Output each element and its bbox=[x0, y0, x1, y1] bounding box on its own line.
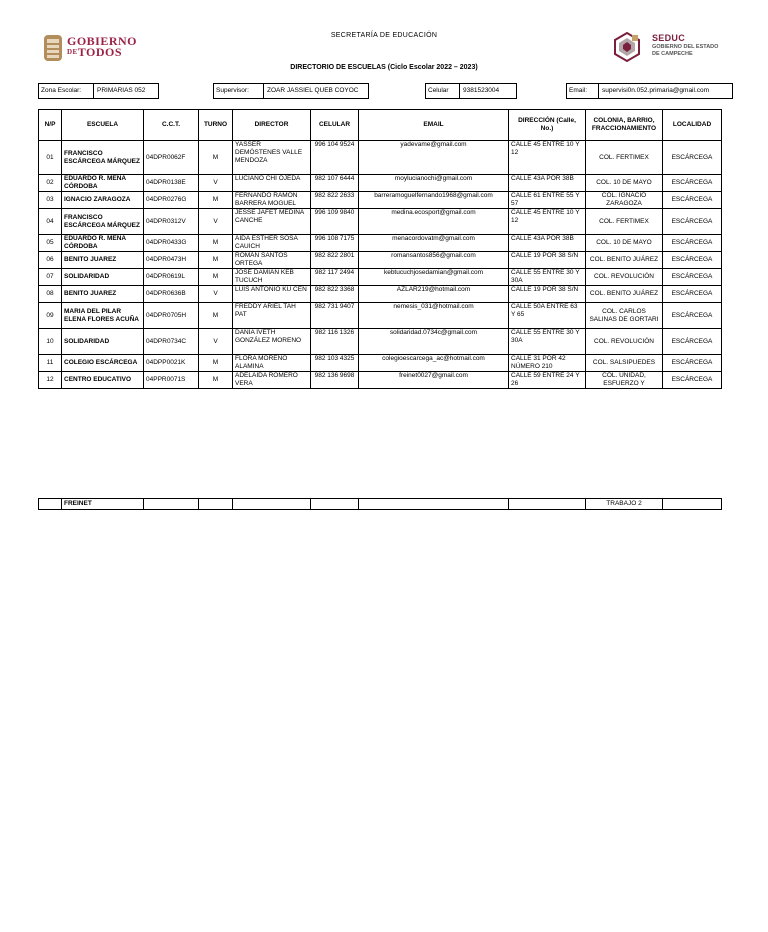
cell-turno: M bbox=[199, 355, 233, 372]
cell-email: colegioescarcega_ac@hotmail.com bbox=[359, 355, 509, 372]
cell-director: LUCIANO CHI OJEDA bbox=[233, 175, 311, 192]
cell-np: 06 bbox=[39, 252, 62, 269]
table-row bbox=[39, 175, 722, 192]
cell-localidad: ESCÁRCEGA bbox=[663, 209, 722, 235]
cell-turno: M bbox=[199, 141, 233, 175]
table-row bbox=[39, 286, 722, 303]
cell-celular: 982 822 2633 bbox=[311, 192, 359, 209]
footer-row bbox=[39, 499, 722, 510]
footer-cell bbox=[509, 499, 586, 510]
logo-gobierno-text: GOBIERNO bbox=[67, 34, 138, 48]
cell-director: FERNANDO RAMÓN BARRERA MOGUEL bbox=[233, 192, 311, 209]
cell-direccion: CALLE 55 ENTRE 30 Y 30A bbox=[509, 269, 586, 286]
header-cct: C.C.T. bbox=[144, 110, 199, 141]
cell-np: 03 bbox=[39, 192, 62, 209]
cell-celular: 996 109 9840 bbox=[311, 209, 359, 235]
cell-turno: V bbox=[199, 209, 233, 235]
table-row bbox=[39, 372, 722, 389]
cell-colonia: COL. REVOLUCIÓN bbox=[586, 269, 663, 286]
cell-email: medina.ecosport@gmail.com bbox=[359, 209, 509, 235]
cell-director: AIDA ESTHER SOSA CAUICH bbox=[233, 235, 311, 252]
cell-colonia: COL. UNIDAD, ESFUERZO Y bbox=[586, 372, 663, 389]
celular-box bbox=[425, 83, 517, 99]
footer-continuation-table bbox=[38, 498, 722, 510]
cell-email: barreramoguelfernando1968@gmail.com bbox=[359, 192, 509, 209]
cell-turno: V bbox=[199, 329, 233, 355]
cell-escuela: SOLIDARIDAD bbox=[62, 269, 144, 286]
cell-colonia: COL. BENITO JUÁREZ bbox=[586, 286, 663, 303]
email-value: supervisi0n.052.primaria@gmail.com bbox=[598, 84, 709, 98]
cell-np: 04 bbox=[39, 209, 62, 235]
cell-localidad: ESCÁRCEGA bbox=[663, 175, 722, 192]
cell-escuela: EDUARDO R. MENA CÓRDOBA bbox=[62, 175, 144, 192]
cell-cct: 04DPR0636B bbox=[144, 286, 199, 303]
footer-cell bbox=[39, 499, 62, 510]
supervisor-value: ZOAR JASSIEL QUEB COYOC bbox=[263, 84, 359, 98]
footer-cell bbox=[144, 499, 199, 510]
table-row bbox=[39, 235, 722, 252]
table-row bbox=[39, 269, 722, 286]
directorio-title: DIRECTORIO DE ESCUELAS (Ciclo Escolar 2022 – 2023) bbox=[290, 64, 478, 71]
cell-np: 01 bbox=[39, 141, 62, 175]
footer-escuela-cell: FREINET bbox=[62, 499, 144, 510]
cell-localidad: ESCÁRCEGA bbox=[663, 303, 722, 329]
cell-escuela: CENTRO EDUCATIVO bbox=[62, 372, 144, 389]
cell-localidad: ESCÁRCEGA bbox=[663, 252, 722, 269]
footer-cell bbox=[233, 499, 311, 510]
cell-direccion: CALLE 45 ENTRE 10 Y 12 bbox=[509, 209, 586, 235]
cell-celular: 982 731 9407 bbox=[311, 303, 359, 329]
cell-director: YASSER DEMÓSTENES VALLE MENDOZA bbox=[233, 141, 311, 175]
cell-np: 09 bbox=[39, 303, 62, 329]
cell-email: freinet0027@gmail.com bbox=[359, 372, 509, 389]
cell-turno: V bbox=[199, 175, 233, 192]
celular-label: Celular bbox=[428, 87, 449, 94]
celular-value: 9381523004 bbox=[459, 84, 499, 98]
cell-director: LUIS ANTONIO KU CEN bbox=[233, 286, 311, 303]
cell-celular: 996 108 7175 bbox=[311, 235, 359, 252]
seduc-emblem-icon bbox=[612, 32, 642, 62]
table-row bbox=[39, 252, 722, 269]
cell-np: 10 bbox=[39, 329, 62, 355]
cell-escuela: MARIA DEL PILAR ELENA FLORES ACUÑA bbox=[62, 303, 144, 329]
cell-celular: 982 136 9698 bbox=[311, 372, 359, 389]
cell-localidad: ESCÁRCEGA bbox=[663, 192, 722, 209]
cell-localidad: ESCÁRCEGA bbox=[663, 372, 722, 389]
cell-email: AZLAR219@hotmail.com bbox=[359, 286, 509, 303]
cell-cct: 04PPR0071S bbox=[144, 372, 199, 389]
cell-colonia: COL. CARLOS SALINAS DE GORTARI bbox=[586, 303, 663, 329]
cell-colonia: COL. REVOLUCIÓN bbox=[586, 329, 663, 355]
logo-de-text: DE bbox=[67, 48, 78, 56]
footer-cell bbox=[311, 499, 359, 510]
header-direccion: DIRECCIÓN (Calle, No.) bbox=[509, 110, 586, 141]
cell-cct: 04DPR0473H bbox=[144, 252, 199, 269]
cell-colonia: COL. 10 DE MAYO bbox=[586, 235, 663, 252]
cell-director: ROMÁN SANTOS ORTEGA bbox=[233, 252, 311, 269]
cell-email: moylucianochi@gmail.com bbox=[359, 175, 509, 192]
cell-localidad: ESCÁRCEGA bbox=[663, 269, 722, 286]
cell-colonia: COL. IGNACIO ZARAGOZA bbox=[586, 192, 663, 209]
cell-colonia: COL. FERTIMEX bbox=[586, 209, 663, 235]
cell-cct: 04DPR0619L bbox=[144, 269, 199, 286]
cell-escuela: EDUARDO R. MENA CÓRDOBA bbox=[62, 235, 144, 252]
table-row bbox=[39, 329, 722, 355]
cell-celular: 982 822 3368 bbox=[311, 286, 359, 303]
supervisor-box bbox=[213, 83, 369, 99]
cell-np: 12 bbox=[39, 372, 62, 389]
table-row bbox=[39, 141, 722, 175]
cell-celular: 982 107 6444 bbox=[311, 175, 359, 192]
cell-escuela: COLEGIO ESCÁRCEGA bbox=[62, 355, 144, 372]
cell-turno: M bbox=[199, 303, 233, 329]
cell-cct: 04DPR0312V bbox=[144, 209, 199, 235]
cell-localidad: ESCÁRCEGA bbox=[663, 329, 722, 355]
cell-celular: 982 117 2494 bbox=[311, 269, 359, 286]
header-turno: TURNO bbox=[199, 110, 233, 141]
zona-escolar-box bbox=[38, 83, 159, 99]
cell-escuela: IGNACIO ZARAGOZA bbox=[62, 192, 144, 209]
logo-todos-text: TODOS bbox=[77, 45, 123, 59]
table-row bbox=[39, 303, 722, 329]
cell-direccion: CALLE 61 ENTRE 55 Y 57 bbox=[509, 192, 586, 209]
cell-escuela: FRANCISCO ESCÁRCEGA MÁRQUEZ bbox=[62, 141, 144, 175]
header-localidad: LOCALIDAD bbox=[663, 110, 722, 141]
cell-turno: V bbox=[199, 286, 233, 303]
cell-np: 05 bbox=[39, 235, 62, 252]
cell-colonia: COL. 10 DE MAYO bbox=[586, 175, 663, 192]
cell-localidad: ESCÁRCEGA bbox=[663, 286, 722, 303]
cell-direccion: CALLE 55 ENTRE 30 Y 30A bbox=[509, 329, 586, 355]
cell-turno: M bbox=[199, 372, 233, 389]
cell-director: FLORA MORENO ALAMINA bbox=[233, 355, 311, 372]
cell-email: nemesis_031@hotmail.com bbox=[359, 303, 509, 329]
cell-director: FREDDY ARIEL TAH PAT bbox=[233, 303, 311, 329]
cell-direccion: CALLE 31 POR 42 NÚMERO 210 bbox=[509, 355, 586, 372]
footer-cell bbox=[663, 499, 722, 510]
cell-turno: M bbox=[199, 252, 233, 269]
cell-np: 02 bbox=[39, 175, 62, 192]
cell-colonia: COL. BENITO JUÁREZ bbox=[586, 252, 663, 269]
cell-turno: M bbox=[199, 235, 233, 252]
cell-email: menacordovatm@gmail.com bbox=[359, 235, 509, 252]
cell-escuela: BENITO JUAREZ bbox=[62, 286, 144, 303]
cell-escuela: BENITO JUAREZ bbox=[62, 252, 144, 269]
cell-cct: 04DPR0734C bbox=[144, 329, 199, 355]
cell-direccion: CALLE 19 POR 38 S/N bbox=[509, 252, 586, 269]
cell-direccion: CALLE 19 POR 38 S/N bbox=[509, 286, 586, 303]
cell-np: 08 bbox=[39, 286, 62, 303]
supervisor-label: Supervisor: bbox=[216, 87, 249, 94]
table-row bbox=[39, 192, 722, 209]
cell-celular: 982 116 1326 bbox=[311, 329, 359, 355]
seduc-logo bbox=[612, 32, 732, 68]
cell-cct: 04DPR0433G bbox=[144, 235, 199, 252]
cell-celular: 996 104 9524 bbox=[311, 141, 359, 175]
cell-localidad: ESCÁRCEGA bbox=[663, 235, 722, 252]
cell-turno: M bbox=[199, 269, 233, 286]
table-header-row bbox=[39, 110, 722, 141]
cell-cct: 04DPR0062F bbox=[144, 141, 199, 175]
zona-value: PRIMARIAS 052 bbox=[93, 84, 145, 98]
header-email: EMAIL bbox=[359, 110, 509, 141]
cell-escuela: FRANCISCO ESCÁRCEGA MÁRQUEZ bbox=[62, 209, 144, 235]
email-label: Email: bbox=[569, 87, 588, 94]
cell-email: kebtucuchjosedamian@gmail.com bbox=[359, 269, 509, 286]
cell-np: 07 bbox=[39, 269, 62, 286]
cell-celular: 982 822 2801 bbox=[311, 252, 359, 269]
cell-escuela: SOLIDARIDAD bbox=[62, 329, 144, 355]
header-escuela: ESCUELA bbox=[62, 110, 144, 141]
cell-direccion: CALLE 45 ENTRE 10 Y 12 bbox=[509, 141, 586, 175]
cell-direccion: CALLE 50A ENTRE 63 Y 65 bbox=[509, 303, 586, 329]
cell-colonia: COL. FERTIMEX bbox=[586, 141, 663, 175]
seduc-line2: GOBIERNO DEL ESTADO bbox=[652, 44, 719, 50]
header-np: N/P bbox=[39, 110, 62, 141]
footer-colonia-cell: TRABAJO 2 bbox=[586, 499, 663, 510]
cell-director: JESSE JAFET MEDINA CANCHE bbox=[233, 209, 311, 235]
table-row bbox=[39, 209, 722, 235]
schools-directory-table bbox=[38, 109, 722, 389]
cell-email: romansantos856@gmail.com bbox=[359, 252, 509, 269]
cell-cct: 04DPR0705H bbox=[144, 303, 199, 329]
cell-cct: 04DPR0138E bbox=[144, 175, 199, 192]
cell-director: DANIA IVETH GONZÁLEZ MORENO bbox=[233, 329, 311, 355]
cell-director: ADELAIDA ROMERO VERA bbox=[233, 372, 311, 389]
footer-cell bbox=[199, 499, 233, 510]
header-celular: CELULAR bbox=[311, 110, 359, 141]
cell-localidad: ESCÁRCEGA bbox=[663, 141, 722, 175]
seduc-name: SEDUC bbox=[652, 33, 686, 43]
cell-email: yadevame@gmail.com bbox=[359, 141, 509, 175]
cell-cct: 04DPR0276G bbox=[144, 192, 199, 209]
cell-cct: 04DPP0021K bbox=[144, 355, 199, 372]
secretaria-title: SECRETARÍA DE EDUCACIÓN bbox=[330, 32, 438, 39]
cell-celular: 982 103 4325 bbox=[311, 355, 359, 372]
cell-director: JOSÉ DAMIÁN KEB TUCUCH bbox=[233, 269, 311, 286]
cell-direccion: CALLE 43A POR 38B bbox=[509, 175, 586, 192]
footer-cell bbox=[359, 499, 509, 510]
cell-localidad: ESCÁRCEGA bbox=[663, 355, 722, 372]
cell-np: 11 bbox=[39, 355, 62, 372]
header-colonia: COLONIA, BARRIO, FRACCIONAMIENTO bbox=[586, 110, 663, 141]
cell-turno: M bbox=[199, 192, 233, 209]
cell-email: solidaridad.0734c@gmail.com bbox=[359, 329, 509, 355]
seduc-line3: DE CAMPECHE bbox=[652, 51, 693, 57]
cell-direccion: CALLE 43A POR 38B bbox=[509, 235, 586, 252]
cell-colonia: COL. SALSIPUEDES bbox=[586, 355, 663, 372]
cell-direccion: CALLE 59 ENTRE 24 Y 26 bbox=[509, 372, 586, 389]
header-director: DIRECTOR bbox=[233, 110, 311, 141]
table-row bbox=[39, 355, 722, 372]
zona-label: Zona Escolar: bbox=[41, 87, 82, 94]
email-box bbox=[566, 83, 733, 99]
